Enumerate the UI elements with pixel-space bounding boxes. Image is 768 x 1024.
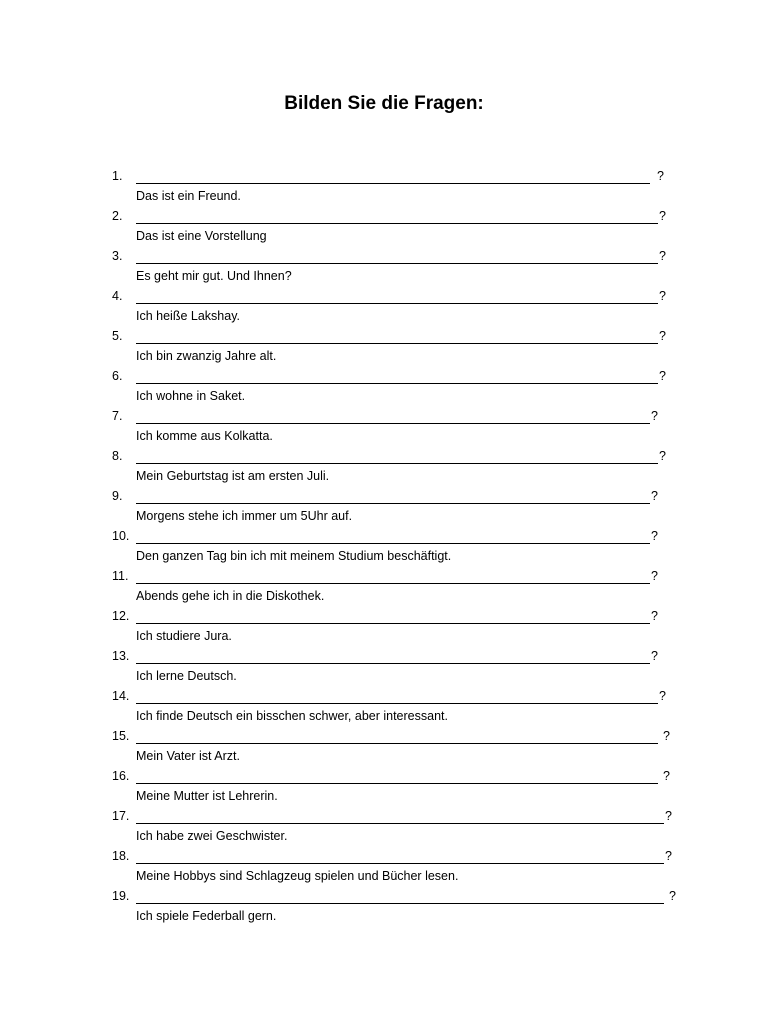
question-number: 9. xyxy=(112,489,123,503)
answer-text: Ich habe zwei Geschwister. xyxy=(136,829,288,843)
question-input[interactable] xyxy=(136,369,658,384)
question-item xyxy=(0,406,768,446)
question-mark: ? xyxy=(651,569,658,583)
answer-text: Den ganzen Tag bin ich mit meinem Studium beschäftigt. xyxy=(136,549,452,563)
question-input[interactable] xyxy=(136,289,658,304)
question-number: 11. xyxy=(112,569,129,583)
question-number: 4. xyxy=(112,289,123,303)
answer-text: Mein Vater ist Arzt. xyxy=(136,749,240,763)
question-input[interactable] xyxy=(136,849,664,864)
answer-text: Ich heiße Lakshay. xyxy=(136,309,240,323)
question-mark: ? xyxy=(659,689,666,703)
answer-text: Meine Hobbys sind Schlagzeug spielen und Bücher lesen. xyxy=(136,869,459,883)
question-input[interactable] xyxy=(136,649,650,664)
question-item xyxy=(0,526,768,566)
question-number: 15. xyxy=(112,729,130,743)
answer-text: Ich spiele Federball gern. xyxy=(136,909,277,923)
question-number: 14. xyxy=(112,689,130,703)
question-item xyxy=(0,686,768,726)
answer-text: Ich studiere Jura. xyxy=(136,629,232,643)
question-number: 8. xyxy=(112,449,123,463)
page-title: Bilden Sie die Fragen: xyxy=(284,93,484,114)
question-mark: ? xyxy=(651,529,658,543)
question-number: 19. xyxy=(112,889,130,903)
question-mark: ? xyxy=(651,609,658,623)
question-mark: ? xyxy=(663,769,670,783)
question-number: 16. xyxy=(112,769,130,783)
question-item xyxy=(0,766,768,806)
question-mark: ? xyxy=(663,729,670,743)
question-item xyxy=(0,646,768,686)
answer-text: Ich lerne Deutsch. xyxy=(136,669,237,683)
question-input[interactable] xyxy=(136,569,650,584)
question-number: 7. xyxy=(112,409,123,423)
question-mark: ? xyxy=(669,889,676,903)
question-input[interactable] xyxy=(136,609,650,624)
question-input[interactable] xyxy=(136,809,664,824)
question-number: 2. xyxy=(112,209,123,223)
question-number: 6. xyxy=(112,369,123,383)
question-number: 12. xyxy=(112,609,130,623)
answer-text: Ich bin zwanzig Jahre alt. xyxy=(136,349,277,363)
question-mark: ? xyxy=(651,649,658,663)
question-item xyxy=(0,206,768,246)
question-input[interactable] xyxy=(136,769,658,784)
question-input[interactable] xyxy=(136,409,650,424)
question-item xyxy=(0,326,768,366)
answer-text: Meine Mutter ist Lehrerin. xyxy=(136,789,278,803)
answer-text: Es geht mir gut. Und Ihnen? xyxy=(136,269,292,283)
question-mark: ? xyxy=(665,809,672,823)
question-mark: ? xyxy=(651,409,658,423)
question-input[interactable] xyxy=(136,689,658,704)
question-input[interactable] xyxy=(136,529,650,544)
question-mark: ? xyxy=(657,169,664,183)
question-item xyxy=(0,726,768,766)
question-mark: ? xyxy=(659,289,666,303)
question-input[interactable] xyxy=(136,889,664,904)
question-item xyxy=(0,566,768,606)
question-item xyxy=(0,806,768,846)
question-mark: ? xyxy=(659,449,666,463)
question-input[interactable] xyxy=(136,489,650,504)
question-mark: ? xyxy=(659,249,666,263)
question-input[interactable] xyxy=(136,329,658,344)
question-item xyxy=(0,446,768,486)
question-list xyxy=(0,166,768,926)
question-number: 3. xyxy=(112,249,123,263)
answer-text: Abends gehe ich in die Diskothek. xyxy=(136,589,325,603)
question-number: 18. xyxy=(112,849,130,863)
question-item xyxy=(0,486,768,526)
question-item xyxy=(0,366,768,406)
question-mark: ? xyxy=(659,329,666,343)
question-input[interactable] xyxy=(136,729,658,744)
question-input[interactable] xyxy=(136,169,650,184)
answer-text: Das ist ein Freund. xyxy=(136,189,241,203)
answer-text: Ich finde Deutsch ein bisschen schwer, aber interessant. xyxy=(136,709,448,723)
question-item xyxy=(0,886,768,926)
answer-text: Mein Geburtstag ist am ersten Juli. xyxy=(136,469,330,483)
question-item xyxy=(0,246,768,286)
question-number: 5. xyxy=(112,329,123,343)
question-item xyxy=(0,606,768,646)
question-mark: ? xyxy=(665,849,672,863)
question-mark: ? xyxy=(659,369,666,383)
question-number: 1. xyxy=(112,169,123,183)
answer-text: Morgens stehe ich immer um 5Uhr auf. xyxy=(136,509,353,523)
question-mark: ? xyxy=(651,489,658,503)
question-item xyxy=(0,166,768,206)
question-number: 13. xyxy=(112,649,130,663)
question-input[interactable] xyxy=(136,249,658,264)
question-number: 10. xyxy=(112,529,130,543)
question-number: 17. xyxy=(112,809,130,823)
answer-text: Das ist eine Vorstellung xyxy=(136,229,267,243)
question-item xyxy=(0,286,768,326)
answer-text: Ich wohne in Saket. xyxy=(136,389,246,403)
question-input[interactable] xyxy=(136,209,658,224)
question-input[interactable] xyxy=(136,449,658,464)
answer-text: Ich komme aus Kolkatta. xyxy=(136,429,273,443)
question-item xyxy=(0,846,768,886)
question-mark: ? xyxy=(659,209,666,223)
